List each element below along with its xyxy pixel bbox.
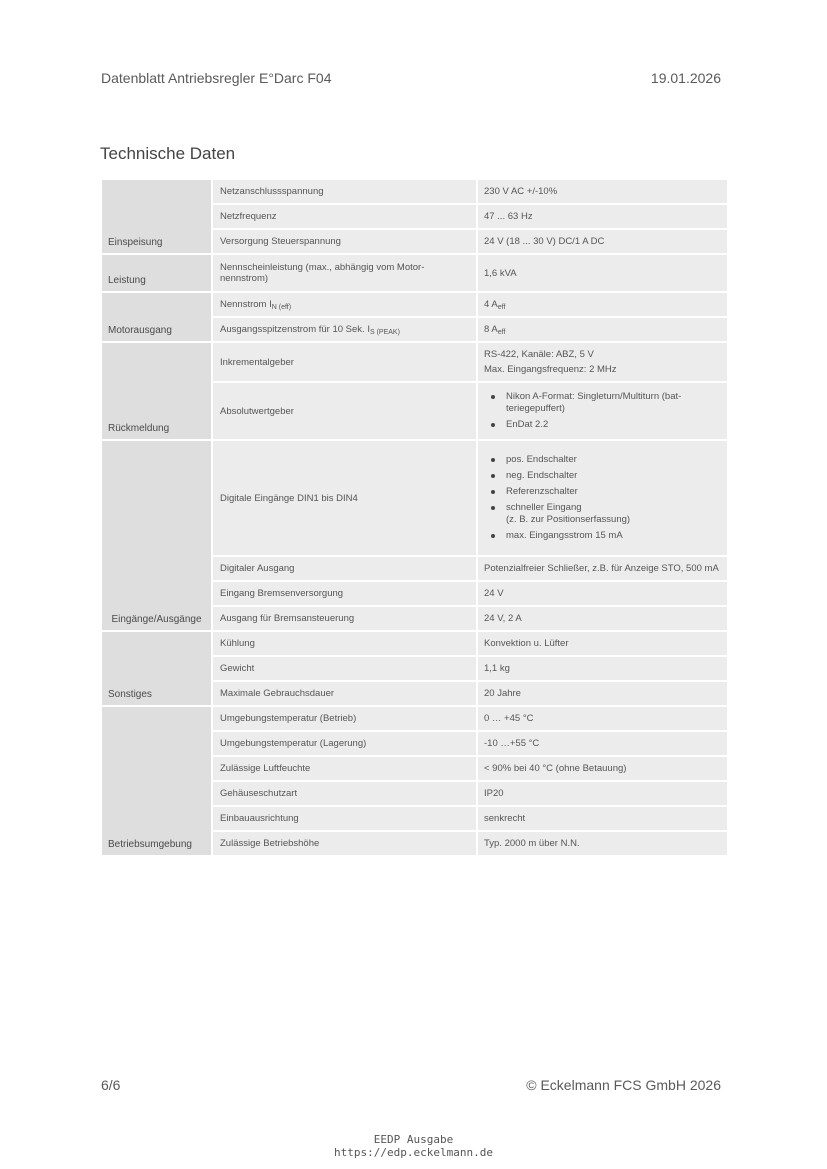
value-text: 4 A [484, 299, 498, 310]
list-item: max. Eingangsstrom 15 mA [484, 530, 720, 542]
param-cell: Ausgang für Bremsansteuerung [212, 606, 477, 631]
param-cell: Zulässige Luftfeuchte [212, 756, 477, 781]
list-item: EnDat 2.2 [484, 419, 720, 431]
param-cell: Digitale Eingänge DIN1 bis DIN4 [212, 440, 477, 556]
value-cell: 230 V AC +/-10% [477, 179, 728, 204]
value-cell: 1,1 kg [477, 656, 728, 681]
value-cell [477, 292, 728, 317]
value-cell: 20 Jahre [477, 681, 728, 706]
group-label-motorausgang: Motorausgang [101, 292, 212, 342]
group-label-leistung: Leistung [101, 254, 212, 292]
param-text: Ausgangsspitzenstrom für 10 Sek. I [220, 324, 370, 335]
table-row [101, 292, 728, 317]
param-cell: Versorgung Steuerspannung [212, 229, 477, 254]
value-line: Max. Eingangsfrequenz: 2 MHz [484, 364, 617, 375]
bullet-note: (z. B. zur Positionserfassung) [506, 514, 631, 525]
group-label-einspeisung: Einspeisung [101, 179, 212, 254]
param-cell: Umgebungstemperatur (Betrieb) [212, 706, 477, 731]
param-cell: Eingang Bremsenversorgung [212, 581, 477, 606]
group-label-betriebsumgebung: Betriebsumgebung [101, 706, 212, 856]
value-cell: 24 V, 2 A [477, 606, 728, 631]
param-cell: Inkrementalgeber [212, 342, 477, 382]
param-cell: Zulässige Betriebshöhe [212, 831, 477, 856]
value-cell [477, 342, 728, 382]
value-cell: 1,6 kVA [477, 254, 728, 292]
param-cell: Umgebungstemperatur (Lagerung) [212, 731, 477, 756]
value-subscript: eff [497, 329, 506, 336]
footer-copyright: © Eckelmann FCS GmbH 2026 [526, 1077, 721, 1093]
value-cell: -10 …+55 °C [477, 731, 728, 756]
list-item: Referenzschalter [484, 486, 720, 498]
param-cell: Netzfrequenz [212, 204, 477, 229]
header-title: Datenblatt Antriebsregler E°Darc F04 [101, 70, 332, 86]
list-item [484, 502, 720, 526]
param-text: Nennstrom I [220, 299, 272, 310]
value-cell: senkrecht [477, 806, 728, 831]
value-cell: IP20 [477, 781, 728, 806]
value-cell: 24 V (18 ... 30 V) DC/1 A DC [477, 229, 728, 254]
stamp-line-url: https://edp.eckelmann.de [334, 1146, 493, 1159]
value-cell: Konvektion u. Lüfter [477, 631, 728, 656]
param-subscript: S (PEAK) [369, 329, 400, 336]
param-cell [212, 292, 477, 317]
list-item: neg. Endschalter [484, 470, 720, 482]
stamp-line-title: EEDP Ausgabe [373, 1133, 454, 1146]
value-cell: 0 … +45 °C [477, 706, 728, 731]
table-row [101, 254, 728, 292]
edition-stamp [0, 1133, 827, 1159]
footer-page-number: 6/6 [101, 1077, 121, 1093]
value-line: RS-422, Kanäle: ABZ, 5 V [484, 349, 594, 360]
table-row [101, 179, 728, 204]
header-date: 19.01.2026 [650, 70, 721, 86]
list-item: pos. Endschalter [484, 454, 720, 466]
bullet-list [484, 391, 720, 431]
bullet-list [484, 454, 720, 542]
table-row [101, 631, 728, 656]
section-title: Technische Daten [100, 144, 236, 163]
param-cell: Maximale Gebrauchsdauer [212, 681, 477, 706]
param-cell: Absolutwertgeber [212, 382, 477, 440]
value-cell: Potenzialfreier Schließer, z.B. für Anzeige STO, 500 mA [477, 556, 728, 581]
param-subscript: N (eff) [271, 304, 292, 311]
value-cell [477, 382, 728, 440]
table-row [101, 706, 728, 731]
param-cell: Digitaler Ausgang [212, 556, 477, 581]
value-text: 8 A [484, 324, 498, 335]
param-cell: Netzanschlussspannung [212, 179, 477, 204]
bullet-text: schneller Eingang [506, 502, 582, 513]
param-cell [212, 317, 477, 342]
value-cell: 47 ... 63 Hz [477, 204, 728, 229]
table-row [101, 440, 728, 556]
param-cell: Nennscheinleistung (max., abhängig vom Motor-nennstrom) [212, 254, 477, 292]
param-cell: Gehäuseschutzart [212, 781, 477, 806]
value-subscript: eff [497, 304, 506, 311]
table-row [101, 342, 728, 382]
param-cell: Gewicht [212, 656, 477, 681]
spec-table [100, 178, 729, 857]
value-cell [477, 440, 728, 556]
param-cell: Kühlung [212, 631, 477, 656]
list-item: Nikon A-Format: Singleturn/Multiturn (bat-teriegepuffert) [484, 391, 720, 415]
value-cell [477, 317, 728, 342]
value-cell: < 90% bei 40 °C (ohne Betauung) [477, 756, 728, 781]
param-cell: Einbauausrichtung [212, 806, 477, 831]
value-cell: 24 V [477, 581, 728, 606]
group-label-sonstiges: Sonstiges [101, 631, 212, 706]
value-cell: Typ. 2000 m über N.N. [477, 831, 728, 856]
group-label-io: Eingänge/Ausgänge [101, 440, 212, 631]
group-label-rueckmeldung: Rückmeldung [101, 342, 212, 440]
